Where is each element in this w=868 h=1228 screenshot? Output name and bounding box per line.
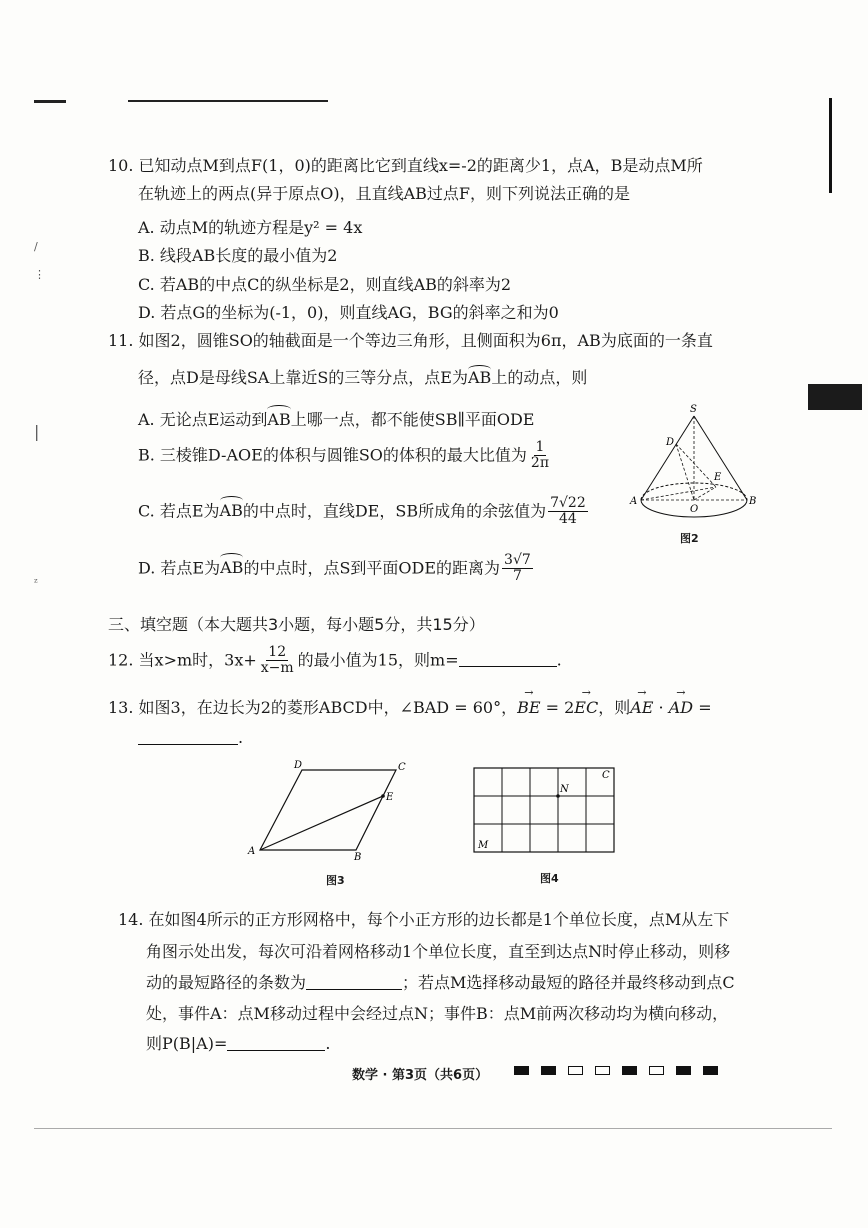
q14-line3: 动的最短路径的条数为 ；若点M选择移动最短的路径并最终移动到点C bbox=[146, 973, 735, 992]
tab-mark bbox=[808, 384, 862, 410]
vector-ec: → EC bbox=[574, 700, 598, 716]
q14-line4: 处，事件A：点M移动过程中会经过点N；事件B：点M前两次移动均为横向移动， bbox=[146, 1004, 729, 1023]
q12-number: 12. bbox=[108, 650, 134, 670]
segment-ae bbox=[260, 796, 383, 850]
q10-option-c: C. 若AB的中点C的纵坐标是2，则直线AB的斜率为2 bbox=[138, 275, 512, 294]
label-d: D bbox=[294, 760, 303, 771]
q12-line: 12. 当x>m时，3x+ $\frac{12}{x-m}$ 的最小值为15，则m= . bbox=[108, 644, 562, 677]
fraction: $\frac{7√22}{44}$ bbox=[550, 495, 586, 528]
q10-option-b: B. 线段AB长度的最小值为2 bbox=[138, 246, 338, 265]
point-e bbox=[381, 794, 385, 798]
q10-line2: 在轨迹上的两点(异于原点O)，且直线AB过点F，则下列说法正确的是 bbox=[138, 184, 631, 203]
label-a: A bbox=[630, 496, 638, 507]
label-n: N bbox=[560, 784, 569, 795]
bottom-rule bbox=[34, 1128, 832, 1129]
footer-block bbox=[595, 1066, 610, 1075]
fraction: $\frac{3√7}{7}$ bbox=[504, 552, 531, 585]
q13-number: 13. bbox=[108, 698, 134, 717]
grid-border bbox=[474, 768, 614, 852]
q11-option-c: C. 若点E为AB的中点时，直线DE，SB所成角的余弦值为 $\frac{7√22}{44}$ bbox=[138, 495, 586, 528]
footer-block bbox=[541, 1066, 556, 1075]
q10-line1 bbox=[108, 158, 703, 174]
q11-number: 11. bbox=[108, 331, 134, 350]
footer-block bbox=[703, 1066, 718, 1075]
q11-line1 bbox=[108, 333, 713, 349]
arc-ab: AB bbox=[220, 558, 244, 578]
fraction: $\frac{1}{2\pi}$ bbox=[530, 439, 550, 472]
q11-stem-1: 如图2，圆锥SO的轴截面是一个等边三角形，且侧面积为6π，AB为底面的一条直 bbox=[138, 331, 713, 350]
figure-2-caption: 图2 bbox=[680, 532, 699, 545]
arc-ab: AB bbox=[219, 501, 243, 521]
q11-line2: 径，点D是母线SA上靠近S的三等分点，点E为AB上的动点，则 bbox=[138, 368, 588, 387]
footer-block bbox=[622, 1066, 637, 1075]
label-s: S bbox=[690, 404, 697, 415]
label-e: E bbox=[714, 472, 722, 483]
q10-option-a: A. 动点M的轨迹方程是y² = 4x bbox=[138, 218, 363, 237]
q13-line2: . bbox=[138, 730, 243, 746]
page-footer: 数学 · 第3页（共6页） bbox=[352, 1068, 489, 1083]
q14-line2: 角图示处出发，每次可沿着网格移动1个单位长度，直至到达点N时停止移动，则移 bbox=[146, 942, 731, 961]
label-c: C bbox=[602, 770, 610, 781]
vector-ad: → AD bbox=[669, 700, 693, 716]
segment-oe bbox=[694, 487, 716, 500]
grid-lines bbox=[474, 768, 614, 852]
segment-de bbox=[676, 444, 716, 487]
figure-4-caption: 图4 bbox=[540, 872, 559, 885]
q14-number: 14. bbox=[118, 910, 144, 929]
cone-edge-sb bbox=[694, 416, 747, 500]
arc-ab: AB bbox=[267, 410, 291, 429]
q14-line1: 14. 在如图4所示的正方形网格中，每个小正方形的边长都是1个单位长度，点M从左下 bbox=[118, 910, 730, 929]
label-c: C bbox=[398, 762, 406, 773]
vector-be: → BE bbox=[517, 700, 540, 716]
label-m: M bbox=[478, 840, 489, 851]
footer-blocks bbox=[514, 1066, 718, 1075]
q13-line1: 13. 如图3，在边长为2的菱形ABCD中，∠BAD = 60°，→ BE = 2→ EC，则→ AE · → AD = bbox=[108, 700, 712, 716]
label-e: E bbox=[386, 792, 394, 803]
footer-block bbox=[649, 1066, 664, 1075]
label-b: B bbox=[749, 496, 757, 507]
q10-stem-1: 已知动点M到点F(1，0)的距离比它到直线x=-2的距离少1，点A，B是动点M所 bbox=[138, 156, 703, 175]
answer-blank[interactable] bbox=[459, 653, 557, 667]
arc-ab: AB bbox=[468, 368, 492, 387]
fraction: $\frac{12}{x-m}$ bbox=[260, 644, 294, 677]
answer-blank[interactable] bbox=[306, 976, 402, 990]
cone-edge-sa bbox=[641, 416, 694, 500]
section-title: 三、填空题（本大题共3小题，每小题5分，共15分） bbox=[108, 615, 485, 634]
label-b: B bbox=[354, 852, 362, 863]
answer-blank[interactable] bbox=[227, 1037, 325, 1051]
scan-line-left bbox=[34, 100, 66, 103]
q11-option-b: B. 三棱锥D-AOE的体积与圆锥SO的体积的最大比值为 $\frac{1}{2\pi}$ bbox=[138, 439, 550, 472]
footer-block bbox=[514, 1066, 529, 1075]
figure-2-cone bbox=[628, 400, 768, 540]
q10-option-d: D. 若点G的坐标为(-1，0)，则直线AG，BG的斜率之和为0 bbox=[138, 303, 559, 322]
q11-option-d: D. 若点E为AB的中点时，点S到平面ODE的距离为 $\frac{3√7}{7}$ bbox=[138, 552, 531, 585]
footer-block bbox=[676, 1066, 691, 1075]
q14-line5: 则P(B|A)= . bbox=[146, 1034, 331, 1053]
answer-blank[interactable] bbox=[138, 731, 238, 745]
margin-mark: ᶻ bbox=[34, 576, 38, 589]
margin-mark: / bbox=[34, 240, 38, 253]
figure-3-caption: 图3 bbox=[326, 874, 345, 887]
page-edge-mark bbox=[829, 98, 832, 193]
rhombus-abcd bbox=[260, 770, 396, 850]
figure-4-grid bbox=[470, 764, 620, 858]
margin-mark: ⋮ bbox=[34, 268, 45, 281]
q11-option-a: A. 无论点E运动到AB上哪一点，都不能使SB∥平面ODE bbox=[138, 410, 535, 429]
label-d: D bbox=[666, 437, 675, 448]
figure-3-rhombus bbox=[244, 756, 424, 864]
margin-mark: | bbox=[34, 422, 40, 441]
vector-ae: → AE bbox=[630, 700, 653, 716]
scan-line-center bbox=[128, 100, 328, 102]
label-a: A bbox=[248, 846, 256, 857]
footer-block bbox=[568, 1066, 583, 1075]
label-o: O bbox=[690, 504, 699, 515]
q10-number: 10. bbox=[108, 156, 134, 175]
